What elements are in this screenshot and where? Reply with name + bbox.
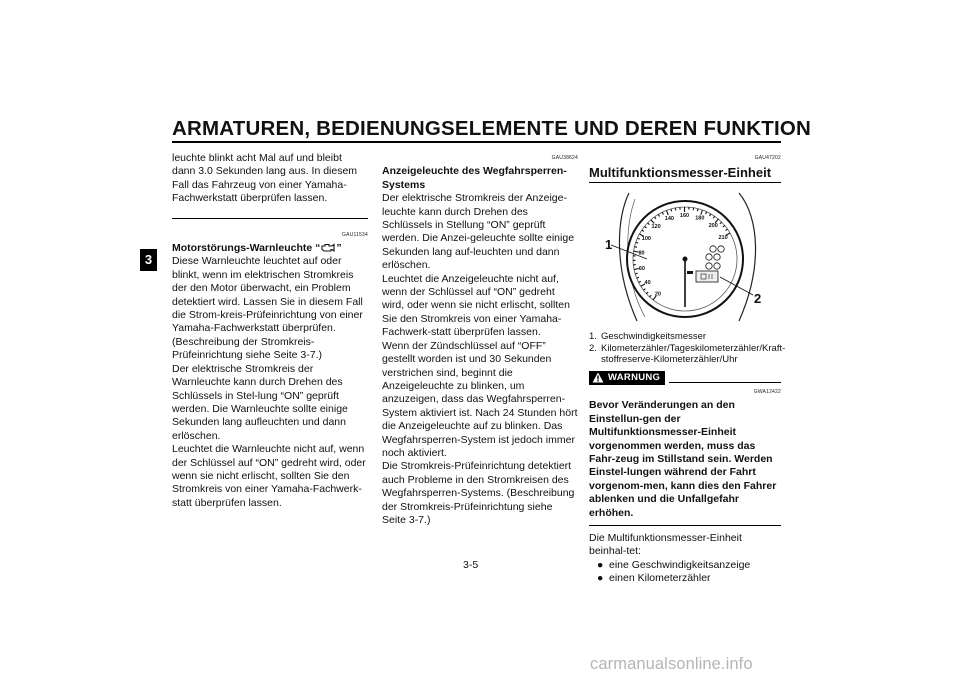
section-rule: [172, 218, 368, 219]
immobilizer-heading: Anzeigeleuchte des Wegfahrsperren-Systems: [382, 165, 567, 191]
col2-para-4: Die Stromkreis-Prüfeinrichtung detektiert auch Probleme in den Stromkreisen des Wegfahrsperren-Systems. (Beschreibung der Stromkreis-Prüfeinrichtung siehe Seite 3-7.): [382, 460, 575, 526]
bullet-item: [589, 559, 781, 572]
watermark: carmanualsonline.info: [590, 655, 753, 673]
speed-tick-label: 20: [654, 292, 661, 299]
caption-text: Geschwindigkeitsmesser: [601, 331, 707, 343]
speed-tick-mark: [635, 247, 637, 248]
warning-banner: [589, 371, 781, 385]
page-header-title: ARMATUREN, BEDIENUNGSELEMENTE UND DEREN FUNKTION: [172, 117, 812, 140]
warning-label-box: [589, 371, 665, 385]
engine-warning-heading: [172, 242, 368, 255]
heading-text-end: ”: [336, 242, 342, 255]
speed-tick-label: 80: [638, 250, 645, 257]
heading-rule: [589, 182, 781, 183]
heading-text-start: Motorstörungs-Warnleuchte “: [172, 242, 321, 255]
speed-tick-mark: [636, 243, 638, 244]
col1-intro: leuchte blinkt acht Mal auf und bleibt dann 3.0 Sekunden lang aus. In diesem Fall das Fahrzeug von einer Yamaha-Fachwerkstatt überprüfen lassen.: [172, 152, 358, 205]
column-3: [589, 152, 786, 586]
callout-number-2: 2: [754, 291, 762, 307]
warning-text: Bevor Veränderungen an den Einstellun-gen der Multifunktionsmesser-Einheit vorgenommen werden, muss das Fahr-zeug im Stillstand sein. Werden Einstel-lungen während der Fahrt vorgenom-men, kann dies den Fahrer ablenken und die Unfallgefahr erhöhen.: [589, 399, 777, 519]
multifunction-heading: Multifunktionsmesser-Einheit: [589, 165, 772, 181]
section-code: GAU38624: [551, 155, 578, 161]
speed-tick-label: 180: [695, 215, 705, 222]
warning-end-rule: [589, 525, 781, 526]
col1-para-2: Der elektrische Stromkreis der Warnleuchte kann durch Drehen des Schlüssels in Stel-lung “ON” geprüft werden. Die Warnleuchte sollte einige Sekunden lang aufleuchten und dann erlöschen.: [172, 362, 348, 442]
col1-para-1: Diese Warnleuchte leuchtet auf oder blinkt, wenn im elektrischen Stromkreis der den Motor überwacht, ein Problem detektiert wird. Lassen Sie in diesem Fall die Strom-kreis-Prüfeinrichtung von einer Yamaha-Fachwerkstatt überprüfen. (Beschreibung der Stromkreis-Prüfeinrichtung siehe Seite 3-7.): [172, 255, 363, 362]
speed-tick-label: 140: [664, 216, 674, 223]
figure-caption-2: [589, 342, 786, 366]
lcd-display: [696, 271, 718, 282]
col2-para-3: Wenn der Zündschlüssel auf “OFF” gestellt worden ist und 30 Sekunden verstrichen sind, beginnt die Anzeigeleuchte zu blinken, um anzuzeigen, dass das Wegfahrsperren-System aktiviert ist. Nach 24 Stunden hört die Anzeigeleuchte auf zu blinken. Das Wegfahrsperren-System ist jedoch immer noch aktiviert.: [382, 339, 578, 459]
warning-label: WARNUNG: [608, 372, 661, 384]
speedometer-figure: [589, 187, 781, 327]
section-code: GAU47202: [754, 155, 781, 161]
bullet-item: [589, 572, 781, 585]
caption-number: 2.: [589, 342, 597, 354]
speed-tick-mark: [675, 208, 676, 211]
speed-tick-label: 160: [679, 213, 690, 220]
bullet-text: eine Geschwindigkeitsanzeige: [609, 558, 751, 571]
speed-tick-label: 200: [708, 223, 718, 230]
callout-number-1: 1: [605, 237, 613, 253]
bullet-dot-icon: ●: [597, 572, 604, 585]
col2-para-1: Der elektrische Stromkreis der Anzeige-leuchte kann durch Drehen des Schlüssels in Stellung “ON” geprüft werden. Die Anzei-geleuchte sollte einige Sekunden lang auf-leuchten und dann erlöschen.: [382, 192, 575, 272]
speed-tick-label: 100: [641, 236, 651, 243]
col3-intro: Die Multifunktionsmesser-Einheit beinhal-tet:: [589, 531, 742, 558]
bullet-dot-icon: ●: [597, 558, 604, 571]
speed-tick-mark: [671, 209, 672, 211]
warning-triangle-icon: [592, 372, 604, 383]
caption-text: Kilometerzähler/Tageskilometerzähler/Kraft-stoffreserve-Kilometerzähler/Uhr: [601, 342, 786, 366]
bullet-text: einen Kilometerzähler: [609, 572, 711, 585]
page-number: 3-5: [463, 559, 479, 571]
column-2: [382, 152, 578, 527]
section-code: GAU11534: [342, 231, 368, 238]
column-1: [172, 152, 368, 510]
warning-code: GWA12422: [753, 388, 781, 395]
caption-number: 1.: [589, 331, 597, 343]
speed-tick-label: 40: [644, 280, 651, 287]
chapter-tab: 3: [140, 249, 157, 271]
col2-para-2: Leuchtet die Anzeigeleuchte nicht auf, wenn der Schlüssel auf “ON” gedreht wird, oder wenn sie nicht erlischt, sollten Sie den Stromkreis von einer Yamaha-Fachwerk-statt überprüfen lassen.: [382, 272, 570, 339]
col1-para-3: Leuchtet die Warnleuchte nicht auf, wenn der Schlüssel auf “ON” gedreht wird, oder wenn sie nicht erlischt, sollten Sie den Stromkreis von einer Yamaha-Fachwerk-statt überprüfen lassen.: [172, 443, 366, 509]
figure-caption-1: [589, 331, 781, 343]
speed-tick-label: 120: [651, 224, 661, 231]
speed-tick-label: 60: [638, 266, 645, 273]
speed-tick-mark: [697, 209, 698, 211]
warning-rule: [669, 382, 781, 383]
speed-tick-mark: [635, 274, 637, 275]
speed-tick-label: 210: [718, 235, 728, 242]
engine-icon: [320, 242, 336, 254]
header-rule: [172, 141, 781, 143]
